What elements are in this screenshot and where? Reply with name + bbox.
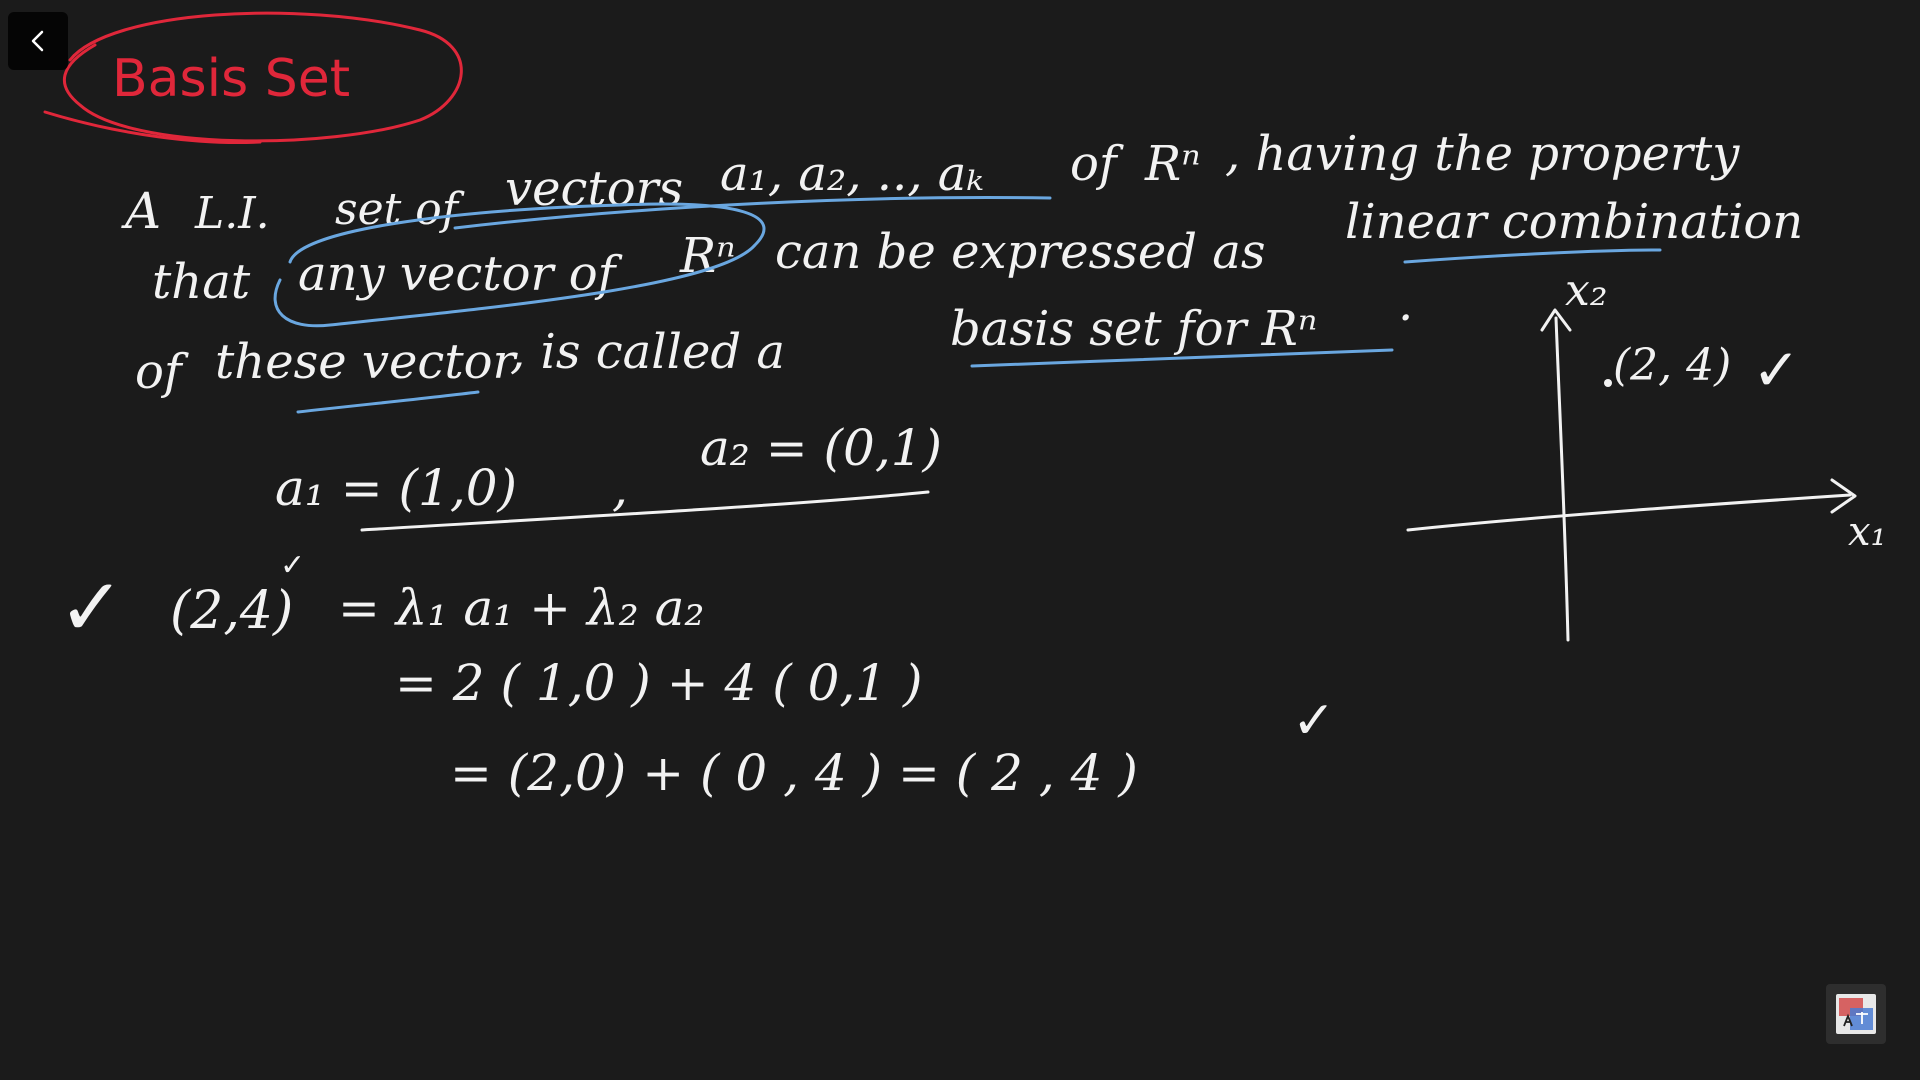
def-word-li: L.I. <box>195 188 270 239</box>
def-rn: Rⁿ <box>1145 136 1201 192</box>
title-group <box>45 13 461 142</box>
back-button[interactable] <box>8 12 68 70</box>
translate-tool-button[interactable] <box>1826 984 1886 1044</box>
def-word-of-2: of <box>135 344 182 400</box>
worked-equation <box>58 548 1336 802</box>
def-word-vectors: vectors <box>505 161 684 217</box>
graph-point <box>1604 379 1612 387</box>
equation-lhs: (2,4) <box>170 581 294 641</box>
vector-a2: a₂ = (0,1) <box>700 419 943 477</box>
vector-separator: , <box>612 459 628 517</box>
vector-a1: a₁ = (1,0) <box>275 459 518 517</box>
def-word-of: of <box>1070 136 1117 192</box>
def-word-set-of: set of <box>335 184 459 235</box>
y-axis-label: x₂ <box>1565 265 1608 316</box>
def-period: . <box>1398 276 1414 332</box>
check-mark-icon: ✓ <box>58 561 126 654</box>
chevron-left-icon <box>28 29 48 53</box>
x-axis-label: x₁ <box>1848 509 1887 555</box>
example-vectors <box>275 419 942 530</box>
def-word-that: that <box>152 254 251 310</box>
def-rn-2: Rⁿ <box>680 228 736 284</box>
x-axis <box>1408 495 1850 530</box>
point-label: (2, 4) <box>1613 340 1732 391</box>
equation-line-2: = 2 ( 1,0 ) + 4 ( 0,1 ) <box>395 654 923 712</box>
y-axis <box>1556 318 1568 640</box>
equation-check-icon: ✓ <box>1292 691 1336 751</box>
def-is-called-a: , is called a <box>510 324 785 380</box>
underline-linear-combination <box>1405 250 1660 262</box>
coordinate-graph <box>1408 265 1887 640</box>
def-linear-combination: linear combination <box>1345 194 1804 250</box>
point-check-icon: ✓ <box>1752 336 1801 404</box>
small-tick-icon: ✓ <box>280 548 306 583</box>
equation-line-3: = (2,0) + ( 0 , 4 ) = ( 2 , 4 ) <box>450 744 1138 802</box>
def-vector-list: a₁, a₂, .., aₖ <box>720 146 984 202</box>
def-any-vector-of: any vector of <box>298 246 616 302</box>
equation-line-1: = λ₁ a₁ + λ₂ a₂ <box>338 579 705 637</box>
underline-these-vector <box>298 392 478 412</box>
translate-icon <box>1836 994 1876 1034</box>
def-can-be-expressed: can be expressed as <box>775 224 1266 280</box>
title-circle-tail <box>45 112 260 143</box>
def-word-a: A <box>125 182 162 240</box>
def-basis-set-for-rn: basis set for Rⁿ <box>950 301 1318 357</box>
title-text: Basis Set <box>112 49 351 109</box>
def-these-vector: these vector <box>215 334 516 390</box>
def-having-property: , having the property <box>1225 126 1740 182</box>
